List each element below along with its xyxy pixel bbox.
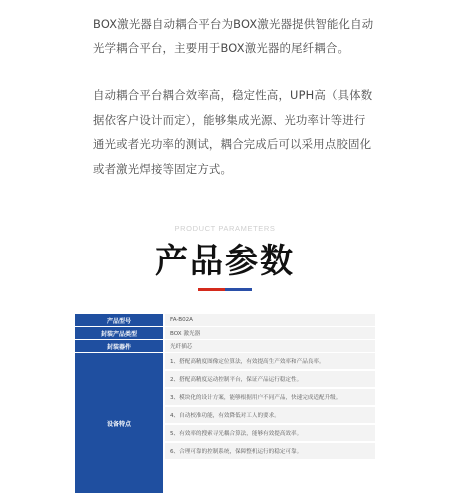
- row-value: 光纤插芯: [165, 340, 375, 352]
- intro-paragraph-2: 自动耦合平台耦合效率高，稳定性高，UPH高（具体数据依客户设计而定），能够集成光源、光功率计等进行通光或者光功率的测试，耦合完成后可以采用点胶固化或者激光焊接等固定方式。: [93, 88, 373, 176]
- accent-red-segment: [198, 288, 225, 291]
- table-row: [75, 314, 375, 326]
- row-label: 封装产品类型: [75, 327, 163, 339]
- features-row: [75, 353, 375, 493]
- intro-paragraph-1: BOX激光器自动耦合平台为BOX激光器提供智能化自动光学耦合平台，主要用于BOX激光器的尾纤耦合。: [93, 17, 374, 55]
- table-row: [75, 327, 375, 339]
- feature-item: 4、自动校准功能，有效降低对工人的要求。: [165, 407, 375, 423]
- feature-item: 2、搭配高精度运动控制平台，保证产品运行稳定性。: [165, 371, 375, 387]
- accent-blue-segment: [225, 288, 252, 291]
- features-label: 设备特点: [75, 353, 163, 493]
- features-list: [165, 353, 375, 493]
- section-eyebrow: PRODUCT PARAMETERS: [174, 224, 276, 233]
- feature-item: 5、有效率的搜索寻光耦合算法，能够有效提高效率。: [165, 425, 375, 441]
- section-title: 产品参数: [155, 241, 295, 280]
- title-accent-bar: [198, 288, 252, 291]
- row-value: BOX 激光器: [165, 327, 375, 339]
- row-value: FA-B02A: [165, 314, 375, 326]
- row-label: 封装器件: [75, 340, 163, 352]
- feature-item: 1、搭配高精度图像定位算法，有效提高生产效率和产品良率。: [165, 353, 375, 369]
- row-label: 产品型号: [75, 314, 163, 326]
- feature-item: 6、合理可靠的控制系统，保障整机运行的稳定可靠。: [165, 443, 375, 459]
- feature-item: 3、模块化的设计方案，能够根据用户不同产品，快速完成适配升级。: [165, 389, 375, 405]
- spec-table: [75, 314, 375, 494]
- table-row: [75, 340, 375, 352]
